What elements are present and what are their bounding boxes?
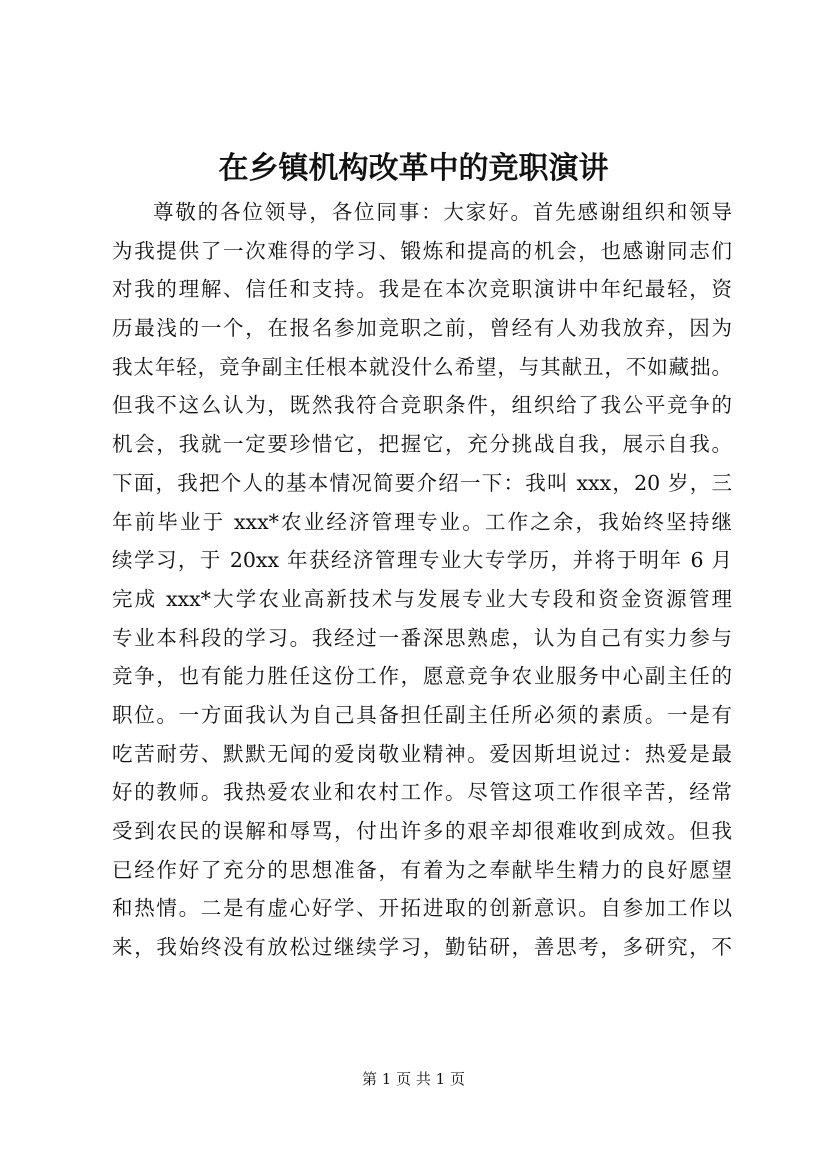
body-line: 已经作好了充分的思想准备，有着为之奉献毕生精力的良好愿望 bbox=[112, 857, 732, 882]
body-line: 受到农民的误解和辱骂，付出许多的艰辛却很难收到成效。但我 bbox=[112, 819, 732, 843]
body-line: 机会，我就一定要珍惜它，把握它，充分挑战自我，展示自我。 bbox=[112, 432, 732, 457]
body-line: 完成 xxx*大学农业高新技术与发展专业大专段和资金资源管理 bbox=[112, 586, 732, 611]
body-line: 尊敬的各位领导，各位同事：大家好。首先感谢组织和领导 bbox=[153, 200, 732, 224]
body-line: 对我的理解、信任和支持。我是在本次竞职演讲中年纪最轻，资 bbox=[112, 277, 732, 302]
body-line: 我太年轻，竞争副主任根本就没什么希望，与其献丑，不如藏拙。 bbox=[112, 354, 732, 379]
body-line: 下面，我把个人的基本情况简要介绍一下：我叫 xxx，20 岁，三 bbox=[112, 470, 732, 495]
body-line: 续学习，于 20xx 年获经济管理专业大专学历，并将于明年 6 月 bbox=[112, 548, 732, 573]
body-line: 专业本科段的学习。我经过一番深思熟虑，认为自己有实力参与 bbox=[112, 625, 732, 650]
body-line: 为我提供了一次难得的学习、锻炼和提高的机会，也感谢同志们 bbox=[112, 238, 732, 263]
page-footer: 第 1 页 共 1 页 bbox=[362, 1070, 465, 1088]
document-body bbox=[112, 193, 732, 967]
body-line: 来，我始终没有放松过继续学习，勤钻研，善思考，多研究，不 bbox=[112, 935, 732, 960]
body-line: 和热情。二是有虚心好学、开拓进取的创新意识。自参加工作以 bbox=[112, 896, 732, 921]
body-line: 但我不这么认为，既然我符合竞职条件，组织给了我公平竞争的 bbox=[112, 393, 732, 418]
body-line: 职位。一方面我认为自己具备担任副主任所必须的素质。一是有 bbox=[112, 702, 732, 727]
document-title: 在乡镇机构改革中的竞职演讲 bbox=[218, 151, 609, 186]
body-line: 好的教师。我热爱农业和农村工作。尽管这项工作很辛苦，经常 bbox=[112, 780, 732, 805]
body-line: 吃苦耐劳、默默无闻的爱岗敬业精神。爱因斯坦说过：热爱是最 bbox=[112, 741, 732, 766]
body-line: 历最浅的一个，在报名参加竞职之前，曾经有人劝我放弃，因为 bbox=[112, 316, 732, 341]
body-line: 年前毕业于 xxx*农业经济管理专业。工作之余，我始终坚持继 bbox=[112, 509, 732, 534]
body-line: 竞争，也有能力胜任这份工作，愿意竞争农业服务中心副主任的 bbox=[112, 664, 732, 689]
